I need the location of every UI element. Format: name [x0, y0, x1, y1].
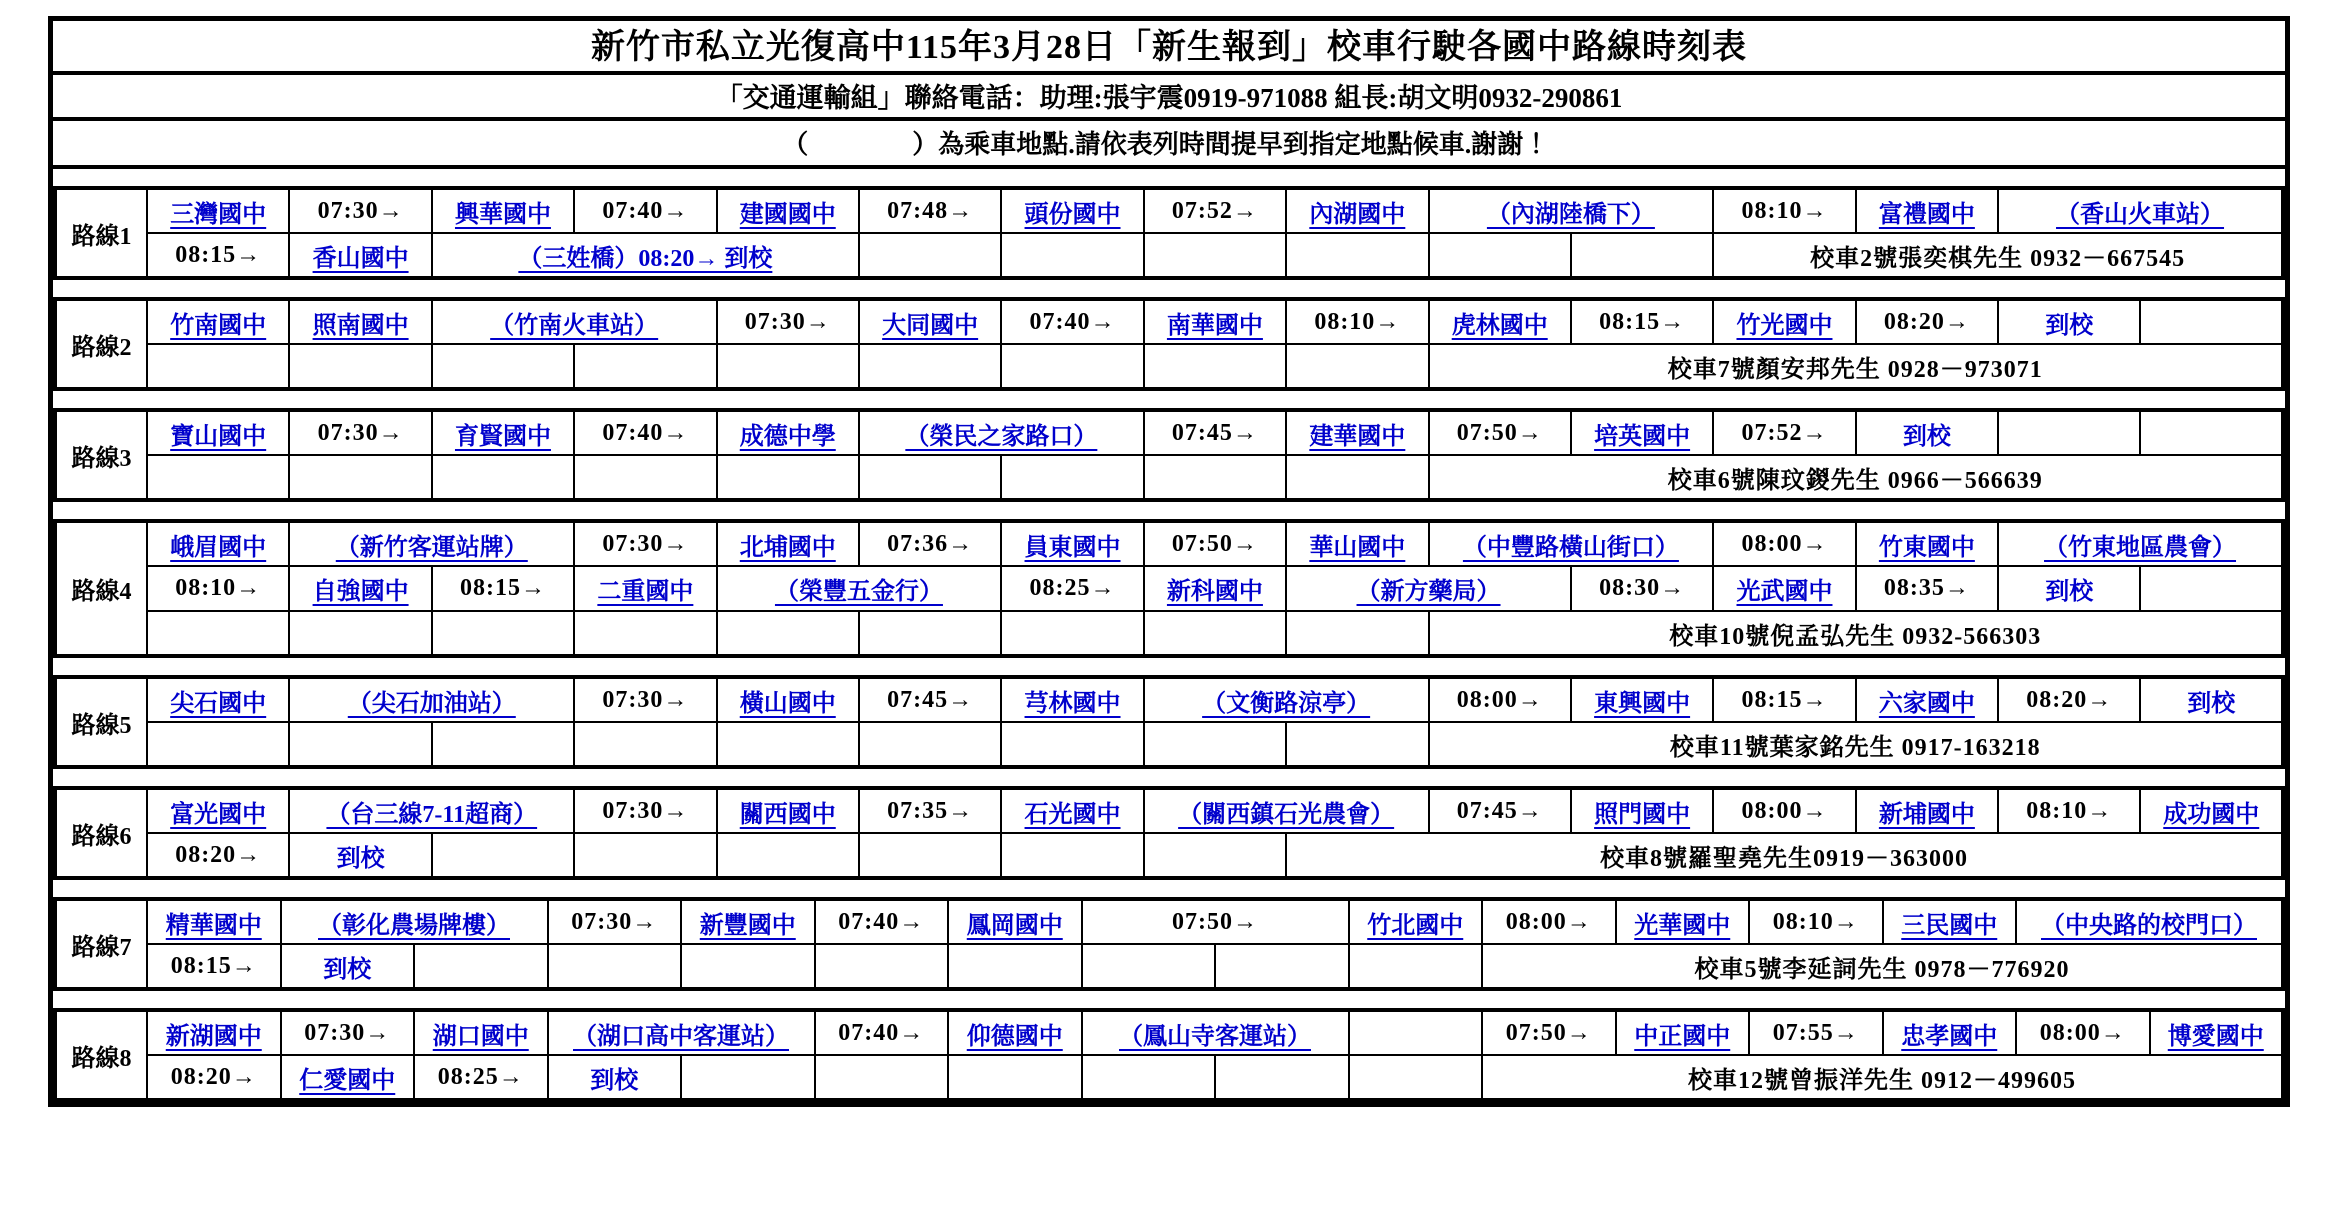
stop-cell: 精華國中	[147, 899, 281, 944]
location-cell: （內湖陸橋下）	[1429, 188, 1714, 233]
empty-cell	[2140, 299, 2283, 344]
arrive-cell: 到校	[281, 944, 415, 989]
empty-cell	[1286, 455, 1428, 500]
time-cell: 08:15→	[432, 566, 574, 611]
route-label: 路線8	[55, 1010, 147, 1100]
stop-cell: 新科國中	[1144, 566, 1286, 611]
time-cell: 07:50→	[1429, 410, 1571, 455]
empty-cell	[1349, 1055, 1483, 1100]
time-cell: 07:52→	[1713, 410, 1855, 455]
route-label: 路線3	[55, 410, 147, 500]
time-cell: 08:20→	[1856, 299, 1998, 344]
location-cell: （尖石加油站）	[289, 677, 574, 722]
location-cell: （文衡路涼亭）	[1144, 677, 1429, 722]
time-cell: 08:15→	[147, 944, 281, 989]
route-label: 路線6	[55, 788, 147, 878]
empty-cell	[717, 455, 859, 500]
empty-cell	[432, 722, 574, 767]
route-label: 路線2	[55, 299, 147, 389]
location-cell: （新竹客運站牌）	[289, 521, 574, 566]
table-row	[55, 188, 2283, 233]
time-cell: 07:52→	[1144, 188, 1286, 233]
time-cell: 07:40→	[815, 1010, 949, 1055]
empty-cell	[1215, 944, 1349, 989]
table-row	[55, 944, 2283, 989]
empty-cell	[1144, 833, 1286, 878]
stop-cell: 六家國中	[1856, 677, 1998, 722]
block-gap	[53, 169, 2285, 186]
empty-cell	[1144, 344, 1286, 389]
empty-cell	[859, 833, 1001, 878]
driver-cell: 校車7號顏安邦先生 0928－973071	[1429, 344, 2283, 389]
empty-cell	[147, 455, 289, 500]
stop-cell: 三灣國中	[147, 188, 289, 233]
contact-line: 「交通運輸組」聯絡電話：助理:張宇震0919-971088 組長:胡文明0932-290861	[53, 75, 2285, 121]
stop-cell: 鳳岡國中	[948, 899, 1082, 944]
stop-cell: 關西國中	[717, 788, 859, 833]
empty-cell	[859, 344, 1001, 389]
location-cell: （鳳山寺客運站）	[1082, 1010, 1349, 1055]
empty-cell	[1998, 410, 2140, 455]
empty-cell	[717, 722, 859, 767]
time-cell: 08:10→	[1286, 299, 1428, 344]
route-label: 路線5	[55, 677, 147, 767]
boarding-note: （ ）為乘車地點.請依表列時間提早到指定地點候車.謝謝 ！	[53, 121, 2285, 169]
timetable-sheet	[48, 16, 2290, 1107]
empty-cell	[432, 344, 574, 389]
stop-cell: 竹北國中	[1349, 899, 1483, 944]
table-row	[55, 410, 2283, 455]
empty-cell	[859, 611, 1001, 656]
route-table	[53, 186, 2285, 280]
empty-cell	[574, 611, 716, 656]
stop-cell: 仰德國中	[948, 1010, 1082, 1055]
time-cell: 08:35→	[1856, 566, 1998, 611]
empty-cell	[681, 944, 815, 989]
time-cell: 07:50→	[1082, 899, 1349, 944]
page-title: 新竹市私立光復高中115年3月28日「新生報到」校車行駛各國中路線時刻表	[53, 21, 2285, 75]
empty-cell	[1001, 233, 1143, 278]
location-cell: （竹南火車站）	[432, 299, 717, 344]
stop-cell: 忠孝國中	[1883, 1010, 2017, 1055]
time-cell: 07:40→	[1001, 299, 1143, 344]
stop-cell: 育賢國中	[432, 410, 574, 455]
block-gap	[53, 880, 2285, 897]
time-cell: 08:15→	[1571, 299, 1713, 344]
location-cell: （中央路的校門口）	[2016, 899, 2283, 944]
table-row	[55, 722, 2283, 767]
stop-cell: 新湖國中	[147, 1010, 281, 1055]
stop-cell: 大同國中	[859, 299, 1001, 344]
empty-cell	[1571, 233, 1713, 278]
driver-cell: 校車12號曾振洋先生 0912－499605	[1482, 1055, 2283, 1100]
time-cell: 08:10→	[1998, 788, 2140, 833]
empty-cell	[1286, 344, 1428, 389]
time-cell: 08:20→	[147, 1055, 281, 1100]
empty-cell	[432, 611, 574, 656]
time-cell: 07:30→	[289, 410, 431, 455]
empty-cell	[859, 455, 1001, 500]
stop-cell: 自強國中	[289, 566, 431, 611]
route-label: 路線7	[55, 899, 147, 989]
stop-cell: 光華國中	[1616, 899, 1750, 944]
time-cell: 08:00→	[1713, 521, 1855, 566]
driver-cell: 校車6號陳玟鍐先生 0966－566639	[1429, 455, 2283, 500]
time-cell: 07:48→	[859, 188, 1001, 233]
empty-cell	[1429, 233, 1571, 278]
time-cell: 07:30→	[574, 788, 716, 833]
route-table	[53, 675, 2285, 769]
stop-cell: 建國國中	[717, 188, 859, 233]
empty-cell	[1001, 833, 1143, 878]
block-gap	[53, 502, 2285, 519]
time-cell: 07:30→	[574, 677, 716, 722]
location-cell: （湖口高中客運站）	[548, 1010, 815, 1055]
empty-cell	[1082, 1055, 1216, 1100]
stop-cell: 芎林國中	[1001, 677, 1143, 722]
empty-cell	[717, 344, 859, 389]
table-row	[55, 1055, 2283, 1100]
time-cell: 08:00→	[1713, 788, 1855, 833]
table-row	[55, 611, 2283, 656]
stop-cell: 南華國中	[1144, 299, 1286, 344]
stop-cell: 虎林國中	[1429, 299, 1571, 344]
empty-cell	[574, 455, 716, 500]
stop-cell: 光武國中	[1713, 566, 1855, 611]
route-table	[53, 519, 2285, 658]
stop-cell: 東興國中	[1571, 677, 1713, 722]
time-cell: 07:30→	[717, 299, 859, 344]
stop-cell: 二重國中	[574, 566, 716, 611]
empty-cell	[948, 1055, 1082, 1100]
empty-cell	[432, 833, 574, 878]
table-row	[55, 788, 2283, 833]
stop-cell: 培英國中	[1571, 410, 1713, 455]
empty-cell	[574, 722, 716, 767]
time-cell: 07:45→	[859, 677, 1001, 722]
time-cell: 07:50→	[1144, 521, 1286, 566]
arrive-cell: 到校	[2140, 677, 2283, 722]
stop-cell: 新豐國中	[681, 899, 815, 944]
time-cell: 07:50→	[1482, 1010, 1616, 1055]
empty-cell	[147, 611, 289, 656]
stop-cell: 博愛國中	[2150, 1010, 2284, 1055]
empty-cell	[717, 833, 859, 878]
stop-cell: 竹光國中	[1713, 299, 1855, 344]
arrive-cell: 到校	[289, 833, 431, 878]
stop-cell: 石光國中	[1001, 788, 1143, 833]
stop-cell: 建華國中	[1286, 410, 1428, 455]
stop-cell: 新埔國中	[1856, 788, 1998, 833]
table-row	[55, 344, 2283, 389]
empty-cell	[289, 611, 431, 656]
empty-cell	[289, 722, 431, 767]
location-cell: （竹東地區農會）	[1998, 521, 2283, 566]
empty-cell	[574, 344, 716, 389]
time-cell: 08:00→	[1429, 677, 1571, 722]
location-cell: （台三線7-11超商）	[289, 788, 574, 833]
time-cell: 08:20→	[147, 833, 289, 878]
driver-cell: 校車2號張奕棋先生 0932－667545	[1713, 233, 2283, 278]
empty-cell	[414, 944, 548, 989]
empty-cell	[147, 344, 289, 389]
empty-cell	[1001, 455, 1143, 500]
empty-cell	[2140, 410, 2283, 455]
table-row	[55, 521, 2283, 566]
time-cell: 07:40→	[574, 410, 716, 455]
empty-cell	[1144, 611, 1286, 656]
empty-cell	[948, 944, 1082, 989]
table-row	[55, 566, 2283, 611]
empty-cell	[859, 233, 1001, 278]
arrive-cell: 到校	[1998, 566, 2140, 611]
stop-cell: 成功國中	[2140, 788, 2283, 833]
time-cell: 07:30→	[281, 1010, 415, 1055]
time-cell: 07:30→	[574, 521, 716, 566]
route-table	[53, 786, 2285, 880]
route-label: 路線1	[55, 188, 147, 278]
empty-cell	[859, 722, 1001, 767]
empty-cell	[1286, 722, 1428, 767]
arrive-cell: 到校	[1998, 299, 2140, 344]
stop-cell: 照門國中	[1571, 788, 1713, 833]
location-cell: （新方藥局）	[1286, 566, 1571, 611]
empty-cell	[574, 833, 716, 878]
empty-cell	[815, 1055, 949, 1100]
stop-cell: 竹東國中	[1856, 521, 1998, 566]
driver-cell: 校車11號葉家銘先生 0917-163218	[1429, 722, 2283, 767]
stop-cell: 三民國中	[1883, 899, 2017, 944]
time-cell: 08:10→	[147, 566, 289, 611]
empty-cell	[1144, 455, 1286, 500]
empty-cell	[1215, 1055, 1349, 1100]
empty-cell	[1144, 233, 1286, 278]
table-row	[55, 1010, 2283, 1055]
empty-cell	[1144, 722, 1286, 767]
empty-cell	[1001, 722, 1143, 767]
time-cell: 08:10→	[1713, 188, 1855, 233]
stop-cell: 成德中學	[717, 410, 859, 455]
empty-cell	[432, 455, 574, 500]
route-table	[53, 408, 2285, 502]
empty-cell	[147, 722, 289, 767]
time-cell: 08:00→	[1482, 899, 1616, 944]
time-cell: 08:15→	[1713, 677, 1855, 722]
location-cell: （榮民之家路口）	[859, 410, 1144, 455]
stop-cell: 員東國中	[1001, 521, 1143, 566]
stop-cell: 富光國中	[147, 788, 289, 833]
driver-cell: 校車8號羅聖堯先生0919－363000	[1286, 833, 2283, 878]
block-gap	[53, 769, 2285, 786]
stop-cell: 頭份國中	[1001, 188, 1143, 233]
route-table	[53, 1008, 2285, 1102]
stop-cell: 興華國中	[432, 188, 574, 233]
stop-cell: 內湖國中	[1286, 188, 1428, 233]
location-cell: （中豐路橫山街口）	[1429, 521, 1714, 566]
driver-cell: 校車5號李延詞先生 0978－776920	[1482, 944, 2283, 989]
block-gap	[53, 391, 2285, 408]
block-gap	[53, 658, 2285, 675]
time-cell: 08:30→	[1571, 566, 1713, 611]
time-cell: 07:45→	[1144, 410, 1286, 455]
time-cell: 08:00→	[2016, 1010, 2150, 1055]
stop-cell: 香山國中	[289, 233, 431, 278]
driver-cell: 校車10號倪孟弘先生 0932-566303	[1429, 611, 2283, 656]
route-table	[53, 297, 2285, 391]
stop-cell: 竹南國中	[147, 299, 289, 344]
time-cell: 07:30→	[548, 899, 682, 944]
stop-cell: 尖石國中	[147, 677, 289, 722]
time-cell: 07:40→	[815, 899, 949, 944]
time-cell: 08:25→	[1001, 566, 1143, 611]
empty-cell	[289, 344, 431, 389]
stop-cell: 華山國中	[1286, 521, 1428, 566]
empty-cell	[1286, 233, 1428, 278]
table-row	[55, 677, 2283, 722]
table-row	[55, 833, 2283, 878]
empty-cell	[1001, 344, 1143, 389]
time-cell: 08:10→	[1749, 899, 1883, 944]
route-table	[53, 897, 2285, 991]
location-cell: （榮豐五金行）	[717, 566, 1002, 611]
empty-cell	[815, 944, 949, 989]
location-cell: （香山火車站）	[1998, 188, 2283, 233]
table-row	[55, 899, 2283, 944]
time-cell: 07:45→	[1429, 788, 1571, 833]
empty-cell	[1082, 944, 1216, 989]
time-cell: 08:15→	[147, 233, 289, 278]
empty-cell	[1286, 611, 1428, 656]
time-cell: 07:55→	[1749, 1010, 1883, 1055]
stop-cell: 中正國中	[1616, 1010, 1750, 1055]
location-cell: （彰化農場牌樓）	[281, 899, 548, 944]
stop-cell: 湖口國中	[414, 1010, 548, 1055]
stop-cell: 照南國中	[289, 299, 431, 344]
empty-cell	[1349, 1010, 1483, 1055]
empty-cell	[548, 944, 682, 989]
stop-cell: 北埔國中	[717, 521, 859, 566]
table-row	[55, 455, 2283, 500]
arrive-cell: 到校	[1856, 410, 1998, 455]
empty-cell	[1349, 944, 1483, 989]
table-row	[55, 299, 2283, 344]
empty-cell	[1001, 611, 1143, 656]
block-gap	[53, 280, 2285, 297]
stop-cell: 橫山國中	[717, 677, 859, 722]
stop-location-cell: （三姓橋）08:20→ 到校	[432, 233, 859, 278]
stop-cell: 富禮國中	[1856, 188, 1998, 233]
time-cell: 08:20→	[1998, 677, 2140, 722]
table-row	[55, 233, 2283, 278]
empty-cell	[289, 455, 431, 500]
block-gap	[53, 991, 2285, 1008]
time-cell: 07:36→	[859, 521, 1001, 566]
stop-cell: 寶山國中	[147, 410, 289, 455]
time-cell: 07:40→	[574, 188, 716, 233]
location-cell: （關西鎮石光農會）	[1144, 788, 1429, 833]
empty-cell	[717, 611, 859, 656]
route-label: 路線4	[55, 521, 147, 656]
empty-cell	[2140, 566, 2283, 611]
routes	[53, 169, 2285, 1102]
time-cell: 07:35→	[859, 788, 1001, 833]
arrive-cell: 到校	[548, 1055, 682, 1100]
time-cell: 07:30→	[289, 188, 431, 233]
stop-cell: 仁愛國中	[281, 1055, 415, 1100]
empty-cell	[681, 1055, 815, 1100]
stop-cell: 峨眉國中	[147, 521, 289, 566]
time-cell: 08:25→	[414, 1055, 548, 1100]
